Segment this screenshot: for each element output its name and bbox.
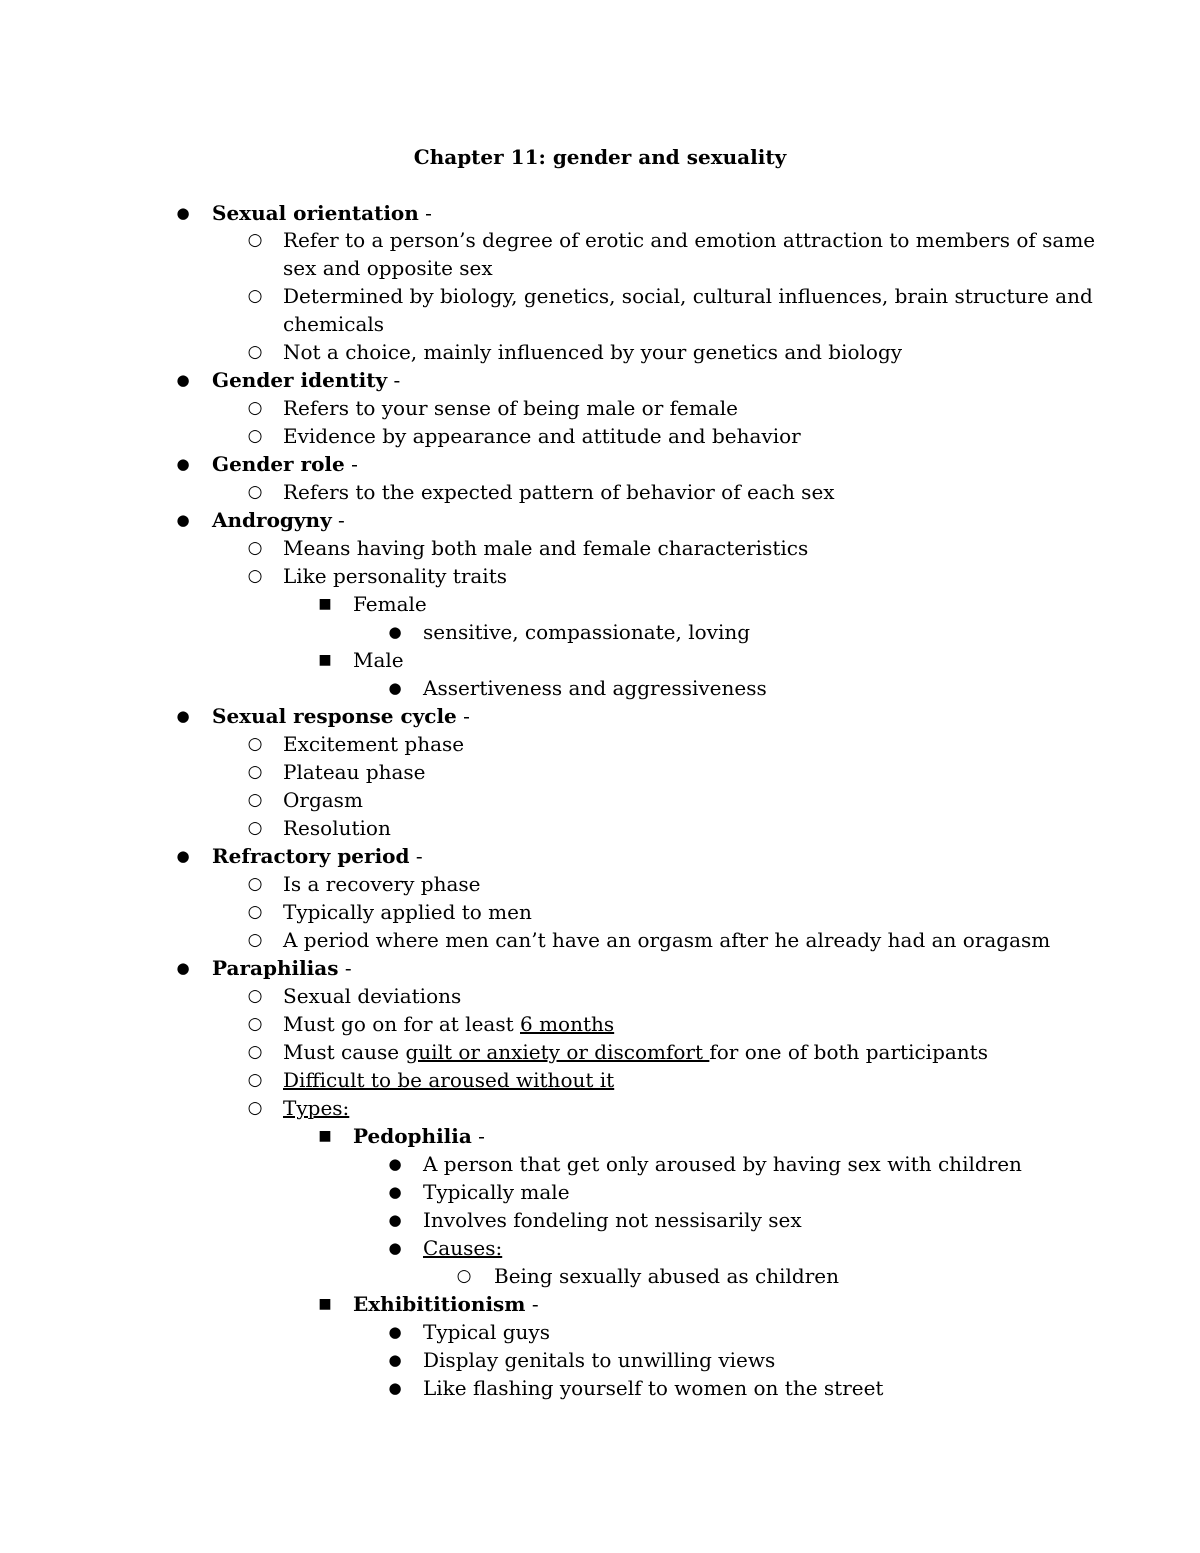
bullet-disc-icon: ●	[176, 707, 190, 725]
list-item: Male	[353, 648, 404, 672]
bullet-disc-icon: ●	[176, 511, 190, 529]
bullet-disc-icon: ●	[176, 204, 190, 222]
bullet-circle-icon: ○	[247, 538, 263, 558]
list-item: Refers to the expected pattern of behavior of each sex	[283, 480, 835, 504]
list-item: Resolution	[283, 816, 391, 840]
bullet-circle-icon: ○	[247, 874, 263, 894]
bullet-disc-icon: ●	[388, 679, 402, 697]
list-item: Being sexually abused as children	[494, 1264, 839, 1288]
term-sexual-orientation: Sexual orientation -	[212, 201, 432, 225]
bullet-disc-icon: ●	[388, 1183, 402, 1201]
bullet-circle-icon: ○	[247, 1070, 263, 1090]
list-item: Causes:	[423, 1236, 503, 1260]
bullet-square-icon: ■	[318, 596, 332, 612]
bullet-circle-icon: ○	[247, 230, 263, 250]
bullet-circle-icon: ○	[247, 902, 263, 922]
list-item: Like flashing yourself to women on the street	[423, 1376, 884, 1400]
bullet-circle-icon: ○	[247, 342, 263, 362]
bullet-circle-icon: ○	[247, 986, 263, 1006]
list-item: Types:	[283, 1096, 350, 1120]
bullet-circle-icon: ○	[247, 566, 263, 586]
bullet-square-icon: ■	[318, 1128, 332, 1144]
list-item: Like personality traits	[283, 564, 508, 588]
bullet-disc-icon: ●	[176, 847, 190, 865]
list-item: Must go on for at least 6 months	[283, 1012, 615, 1036]
bullet-disc-icon: ●	[176, 371, 190, 389]
list-item: Must cause guilt or anxiety or discomfort for one of both participants	[283, 1040, 988, 1064]
list-item: Refer to a person’s degree of erotic and emotion attraction to members of same	[283, 228, 1096, 252]
bullet-disc-icon: ●	[388, 1155, 402, 1173]
list-item-continuation: chemicals	[283, 312, 385, 336]
list-item: Typically applied to men	[283, 900, 532, 924]
list-item: Assertiveness and aggressiveness	[423, 676, 767, 700]
list-item: sensitive, compassionate, loving	[423, 620, 751, 644]
term-refractory-period: Refractory period -	[212, 844, 423, 868]
bullet-disc-icon: ●	[388, 623, 402, 641]
bullet-disc-icon: ●	[176, 455, 190, 473]
list-item: Plateau phase	[283, 760, 426, 784]
bullet-circle-icon: ○	[247, 818, 263, 838]
bullet-circle-icon: ○	[247, 482, 263, 502]
bullet-disc-icon: ●	[388, 1323, 402, 1341]
term-gender-identity: Gender identity -	[212, 368, 401, 392]
list-item: Orgasm	[283, 788, 363, 812]
list-item: Means having both male and female characteristics	[283, 536, 809, 560]
bullet-circle-icon: ○	[247, 426, 263, 446]
list-item: Involves fondeling not nessisarily sex	[423, 1208, 802, 1232]
term-sexual-response-cycle: Sexual response cycle -	[212, 704, 470, 728]
bullet-circle-icon: ○	[247, 734, 263, 754]
list-item: A period where men can’t have an orgasm after he already had an oragasm	[283, 928, 1051, 952]
list-item: Evidence by appearance and attitude and behavior	[283, 424, 801, 448]
term-paraphilias: Paraphilias -	[212, 956, 352, 980]
bullet-circle-icon: ○	[247, 1098, 263, 1118]
list-item: Display genitals to unwilling views	[423, 1348, 776, 1372]
list-item: Refers to your sense of being male or female	[283, 396, 738, 420]
list-item: Typical guys	[423, 1320, 550, 1344]
term-androgyny: Androgyny -	[212, 508, 345, 532]
bullet-square-icon: ■	[318, 1296, 332, 1312]
list-item: Typically male	[423, 1180, 570, 1204]
bullet-circle-icon: ○	[247, 790, 263, 810]
list-item: Not a choice, mainly influenced by your genetics and biology	[283, 340, 903, 364]
term-pedophilia: Pedophilia -	[353, 1124, 485, 1148]
list-item: Female	[353, 592, 427, 616]
list-item-continuation: sex and opposite sex	[283, 256, 493, 280]
term-exhibitionism: Exhibititionism -	[353, 1292, 539, 1316]
list-item: A person that get only aroused by having sex with children	[423, 1152, 1022, 1176]
bullet-disc-icon: ●	[388, 1239, 402, 1257]
bullet-circle-icon: ○	[247, 286, 263, 306]
term-gender-role: Gender role -	[212, 452, 358, 476]
bullet-disc-icon: ●	[388, 1379, 402, 1397]
bullet-circle-icon: ○	[247, 930, 263, 950]
page-title: Chapter 11: gender and sexuality	[413, 145, 787, 169]
bullet-circle-icon: ○	[247, 762, 263, 782]
bullet-disc-icon: ●	[176, 959, 190, 977]
bullet-circle-icon: ○	[456, 1266, 472, 1286]
list-item: Sexual deviations	[283, 984, 462, 1008]
bullet-disc-icon: ●	[388, 1211, 402, 1229]
bullet-circle-icon: ○	[247, 1042, 263, 1062]
bullet-circle-icon: ○	[247, 1014, 263, 1034]
list-item: Determined by biology, genetics, social, cultural influences, brain structure and	[283, 284, 1093, 308]
bullet-disc-icon: ●	[388, 1351, 402, 1369]
bullet-square-icon: ■	[318, 652, 332, 668]
list-item: Excitement phase	[283, 732, 465, 756]
list-item: Is a recovery phase	[283, 872, 481, 896]
list-item: Difficult to be aroused without it	[283, 1068, 615, 1092]
bullet-circle-icon: ○	[247, 398, 263, 418]
